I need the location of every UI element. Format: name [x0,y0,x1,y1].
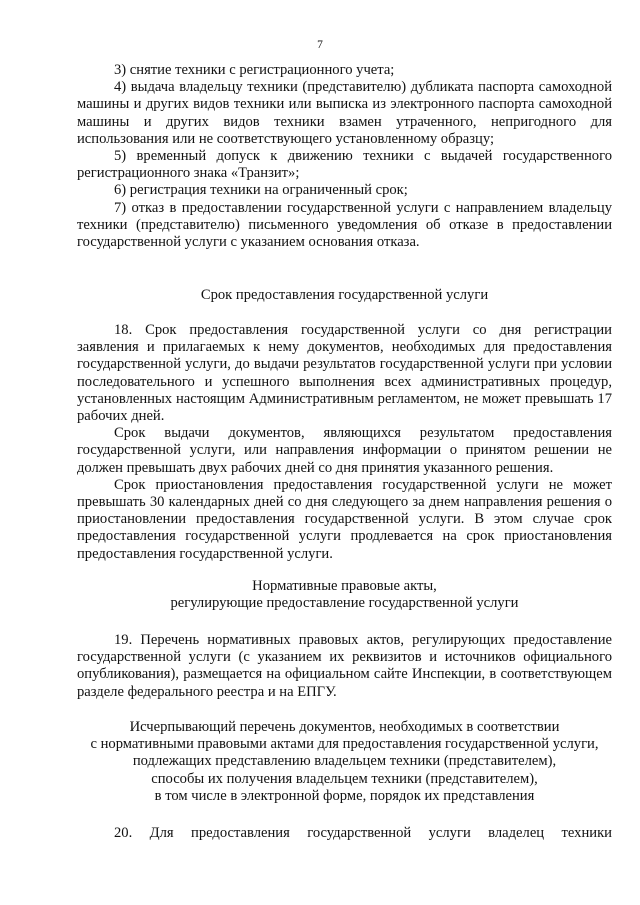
list-item: 7) отказ в предоставлении государственной услуги с направлением владельцу техники (представителю) письменного уведомления об отказе в предоставлении государственной услуги с указанием основания отказа. [77,199,612,251]
section-heading-line: в том числе в электронной форме, порядок их представления [154,787,535,804]
section-heading-line: Исчерпывающий перечень документов, необходимых в соответствии [129,719,560,735]
service-result-list [77,62,612,251]
section-heading-line: с нормативными правовыми актами для предоставления государственной услуги, [90,736,599,753]
section-heading-line: способы их получения владельцем техники (представителем), [151,770,538,787]
section-heading: Срок предоставления государственной услуги [200,287,489,303]
paragraph: Срок выдачи документов, являющихся результатом предоставления государственной услуги, или направления информации о принятом решении не должен превышать двух рабочих дней со дня принятия указанного решения. [77,425,612,476]
list-item: 6) регистрация техники на ограниченный срок; [114,182,408,199]
section-heading-line: подлежащих представлению владельцем техники (представителем), [132,753,557,770]
list-item: 3) снятие техники с регистрационного учета; [114,62,395,78]
paragraph: 19. Перечень нормативных правовых актов, регулирующих предоставление государственной услуги (с указанием их реквизитов и источников официального опубликования), размещается на официальном сайте Инспекции, в соответствующем разделе федерального реестра и на ЕПГУ. [77,632,612,700]
section-service-term [77,287,612,304]
section-heading-line: регулирующие предоставление государственной услуги [170,595,519,612]
section-documents [77,719,612,805]
list-item: 5) временный допуск к движению техники с выдачей государственного регистрационного знака «Транзит»; [77,148,612,182]
section-service-term-body [77,322,612,563]
paragraph: 20. Для предоставления государственной услуги владелец техники [114,825,612,841]
section-legal-acts-body [77,632,612,701]
section-heading-line: Нормативные правовые акты, [252,578,437,594]
list-item: 4) выдача владельцу техники (представителю) дубликата паспорта самоходной машины и других видов техники или выписка из электронного паспорта самоходной машины и других видов техники взамен утраченного, непригодного для использования или не соответствующего установленному образцу; [77,79,612,147]
paragraph: 18. Срок предоставления государственной услуги со дня регистрации заявления и прилагаемых к нему документов, необходимых для предоставления государственной услуги, до выдачи результатов государственной услуги при условии последовательного и успешного выполнения всех административных процедур, установленных настоящим Административным регламентом, не может превышать 17 рабочих дней. [77,322,612,425]
section-legal-acts [77,578,612,612]
section-documents-body [77,825,612,842]
page-number: 7 [317,39,323,51]
paragraph: Срок приостановления предоставления государственной услуги не может превышать 30 календарных дней со дня следующего за днем направления решения о приостановлении предоставления государственной услуги. В этом случае срок предоставления государственной услуги продлевается на срок приостановления предоставления государственной услуги. [77,476,612,562]
